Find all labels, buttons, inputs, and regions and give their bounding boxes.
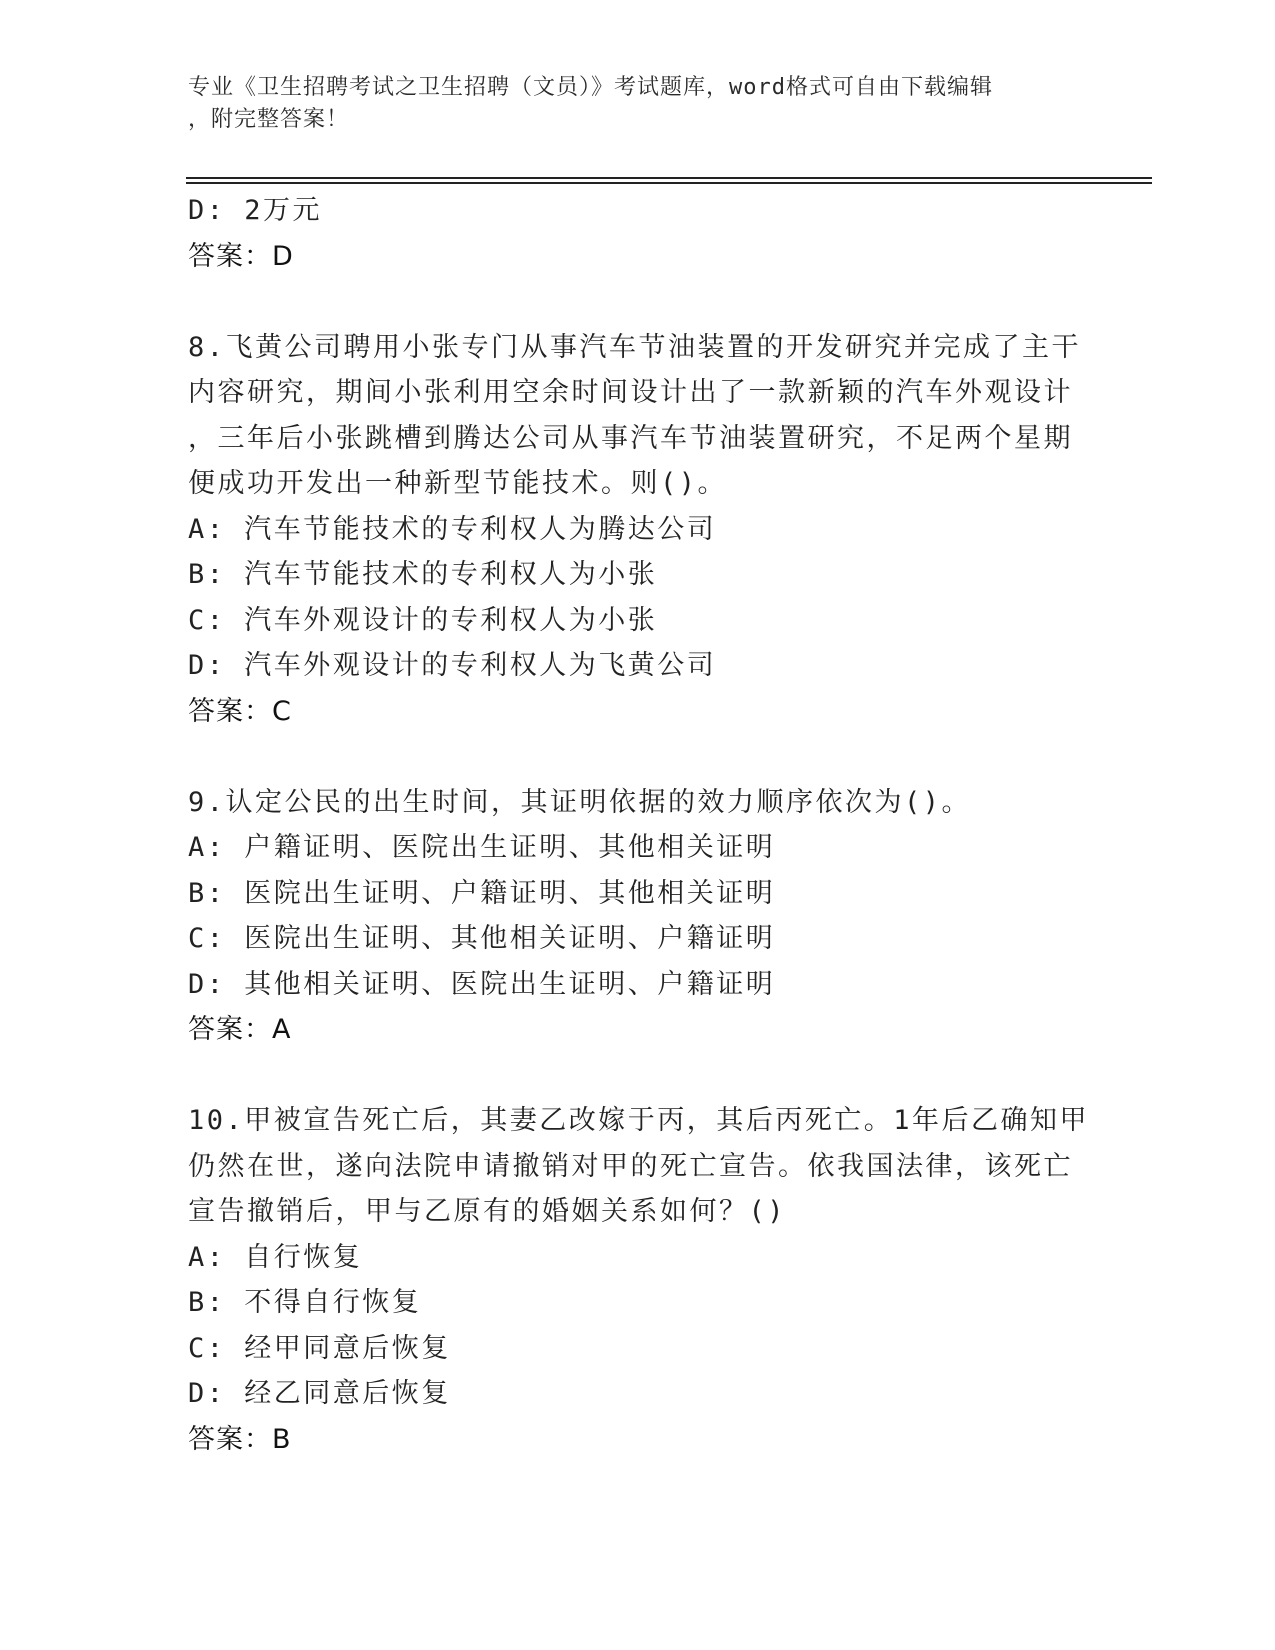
question-8-stem-line: 内容研究，期间小张利用空余时间设计出了一款新颖的汽车外观设计 [188,377,1073,408]
question-10-stem-line: 宣告撤销后，甲与乙原有的婚姻关系如何？() [188,1196,787,1227]
question-10-option-a: A: 自行恢复 [188,1241,363,1273]
question-10-option-d: D: 经乙同意后恢复 [188,1378,451,1409]
header-line-2: ，附完整答案！ [188,107,350,132]
header-divider-top [186,177,1152,179]
question-8-option-b: B: 汽车节能技术的专利权人为小张 [188,559,658,590]
question-8 [188,325,1088,735]
question-9-answer: 答案：A [188,1014,292,1045]
prev-question-answer: 答案：D [188,240,294,272]
question-10-answer: 答案：B [188,1423,292,1455]
question-8-stem-line: ，三年后小张跳槽到腾达公司从事汽车节油装置研究，不足两个星期 [188,422,1073,454]
question-10-stem-line: 10.甲被宣告死亡后，其妻乙改嫁于丙，其后丙死亡。1年后乙确知甲 [188,1105,1090,1136]
question-8-option-a: A: 汽车节能技术的专利权人为腾达公司 [188,513,717,545]
question-9-option-c: C: 医院出生证明、其他相关证明、户籍证明 [188,923,776,954]
question-8-answer: 答案：C [188,695,292,727]
question-8-stem-line: 便成功开发出一种新型节能技术。则()。 [188,468,728,499]
document-header [188,72,1068,136]
question-9-option-a: A: 户籍证明、医院出生证明、其他相关证明 [188,832,776,863]
prev-question-option-d: D: 2万元 [188,195,323,226]
question-9 [188,780,1088,1053]
question-8-option-d: D: 汽车外观设计的专利权人为飞黄公司 [188,650,717,681]
header-line-1: 专业《卫生招聘考试之卫生招聘（文员）》考试题库，word格式可自由下载编辑 [188,75,993,100]
question-9-option-d: D: 其他相关证明、医院出生证明、户籍证明 [188,968,776,1000]
question-8-stem-line: 8.飞黄公司聘用小张专门从事汽车节油装置的开发研究并完成了主干 [188,331,1082,363]
question-10-option-c: C: 经甲同意后恢复 [188,1332,451,1364]
question-10 [188,1098,1088,1462]
question-8-option-c: C: 汽车外观设计的专利权人为小张 [188,604,658,636]
question-9-option-b: B: 医院出生证明、户籍证明、其他相关证明 [188,877,776,909]
question-list [188,188,1088,1462]
spacer [188,1053,1088,1099]
question-10-stem-line: 仍然在世，遂向法院申请撤销对甲的死亡宣告。依我国法律，该死亡 [188,1150,1073,1182]
question-10-option-b: B: 不得自行恢复 [188,1287,422,1318]
spacer [188,279,1088,325]
question-9-stem-line: 9.认定公民的出生时间，其证明依据的效力顺序依次为()。 [188,786,972,818]
header-divider-bottom [186,182,1152,184]
spacer [188,734,1088,780]
